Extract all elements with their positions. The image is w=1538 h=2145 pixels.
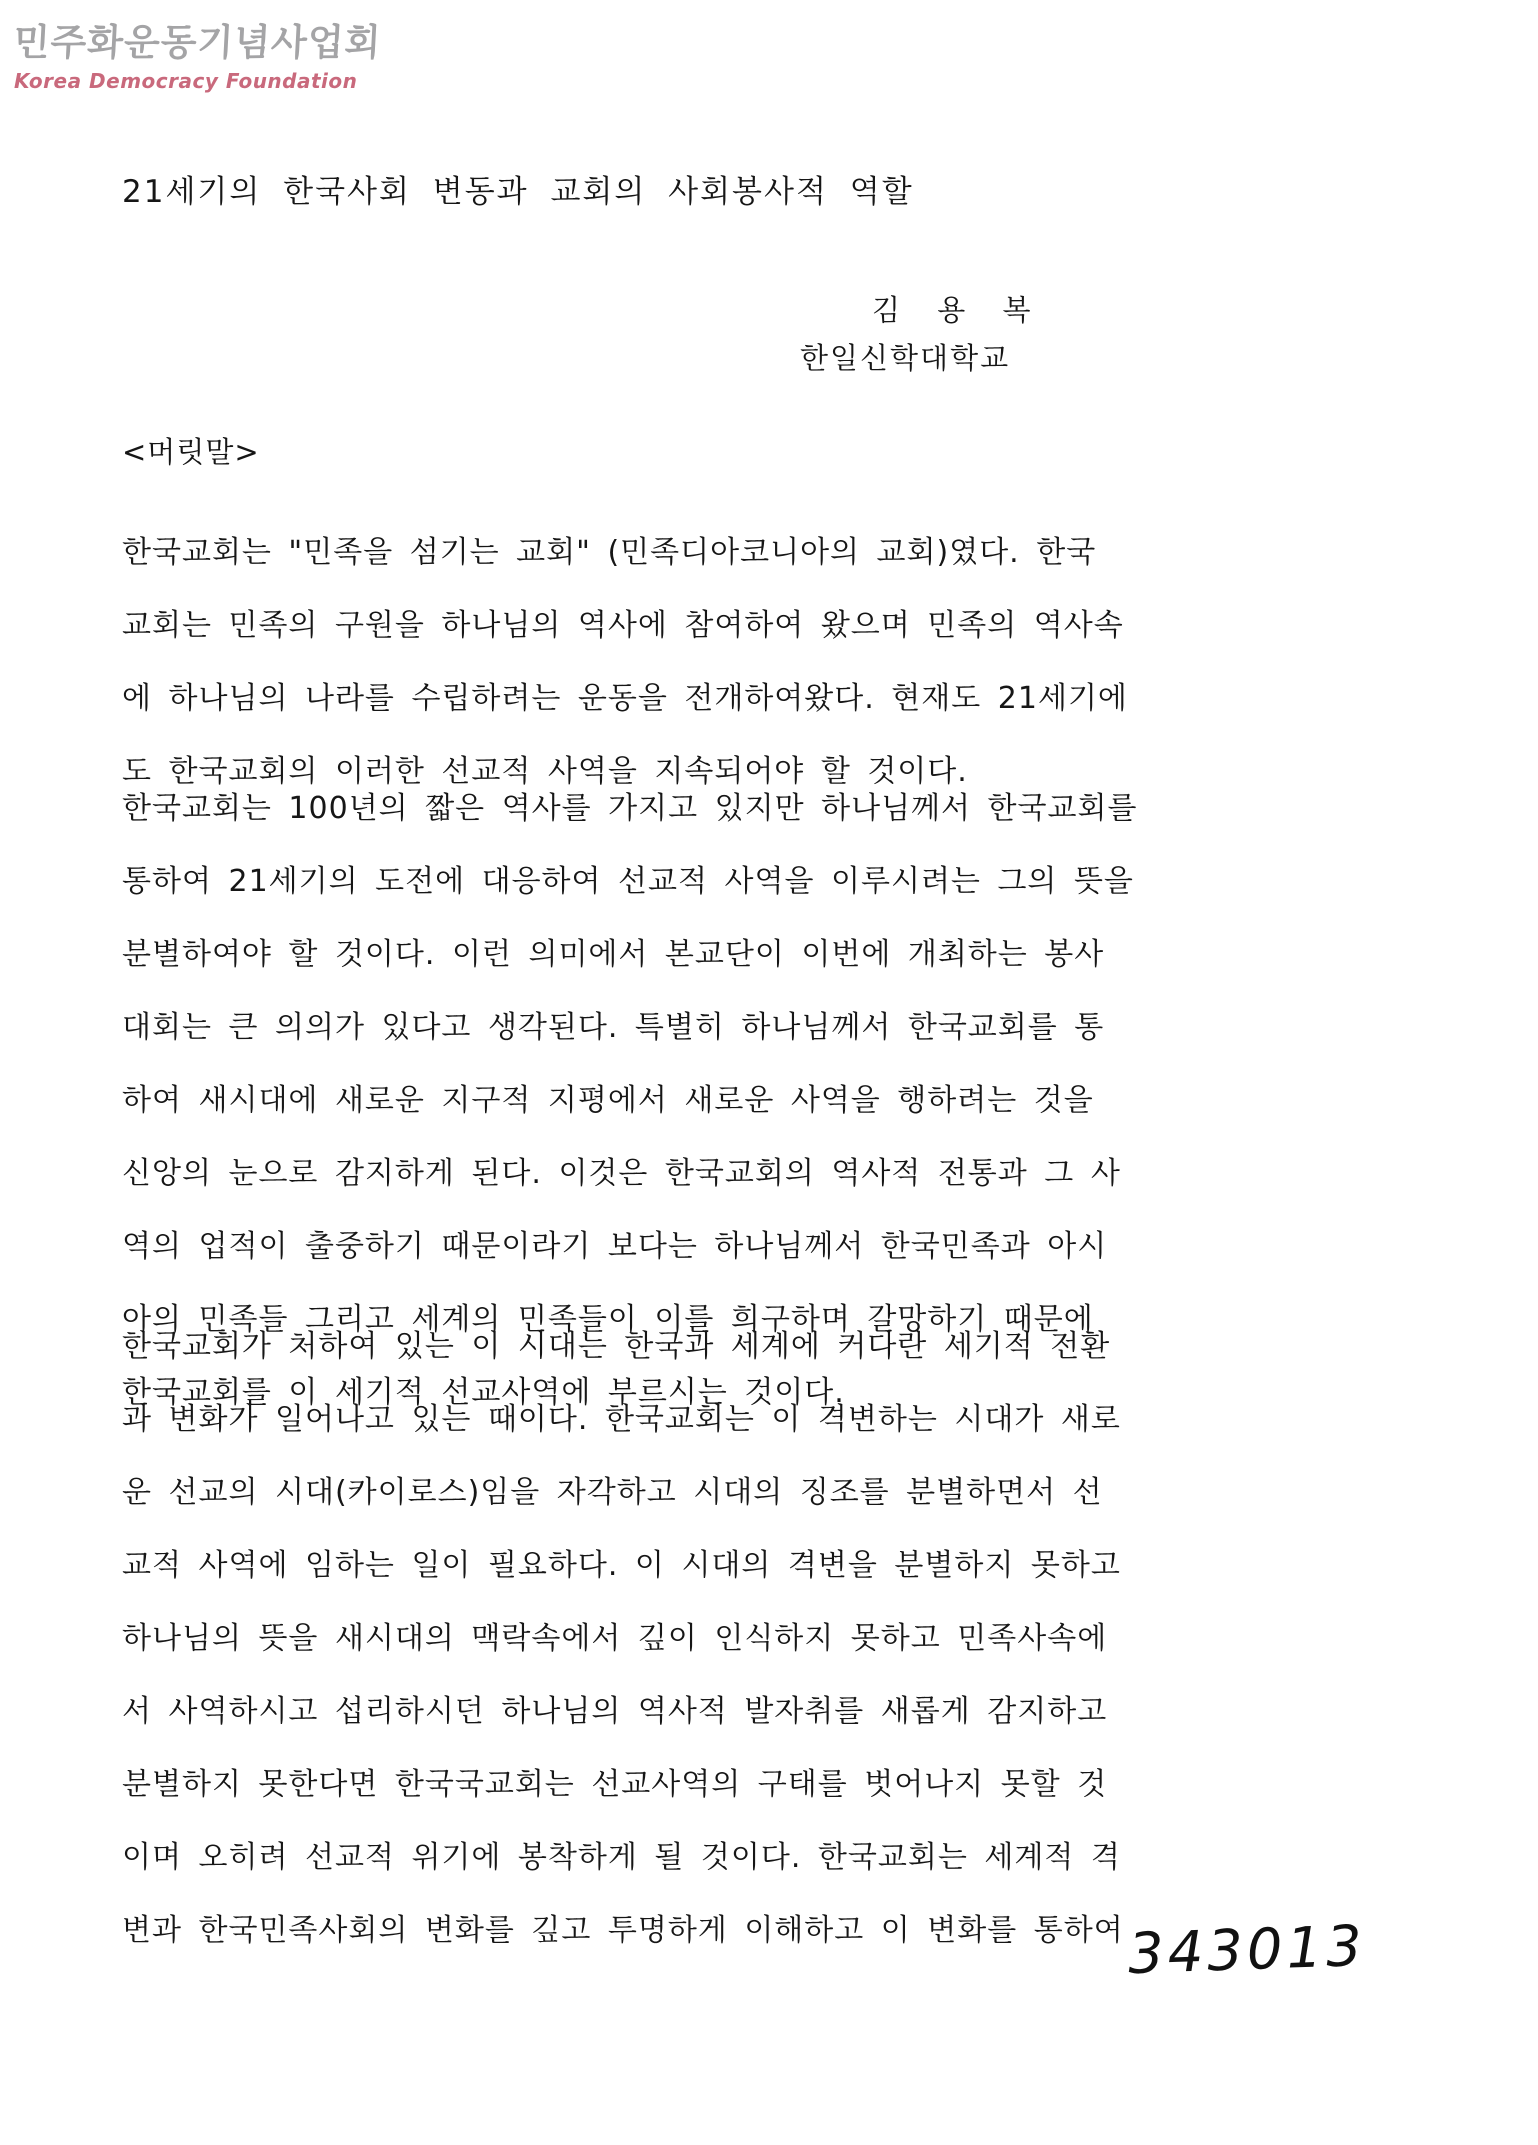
paragraph-3-line: 한국교회가 처하여 있는 이 시대는 한국과 세계에 커다란 세기적 전환 — [122, 1329, 1111, 1364]
paragraph-3-line: 운 선교의 시대(카이로스)임을 자각하고 시대의 징조를 분별하면서 선 — [122, 1475, 1103, 1510]
author-affiliation: 한일신학대학교 — [800, 341, 1011, 375]
paragraph-3-line: 변과 한국민족사회의 변화를 깊고 투명하게 이해하고 이 변화를 통하여 — [122, 1913, 1124, 1948]
korea-democracy-foundation-logo — [14, 12, 381, 93]
paragraph-2-line: 대회는 큰 의의가 있다고 생각된다. 특별히 하나님께서 한국교회를 통 — [122, 1010, 1105, 1045]
paragraph-2-line: 역의 업적이 출중하기 때문이라기 보다는 하나님께서 한국민족과 아시 — [122, 1229, 1108, 1264]
paragraph-3-line: 분별하지 못한다면 한국국교회는 선교사역의 구태를 벗어나지 못할 것 — [122, 1767, 1108, 1802]
paragraph-2-line: 분별하여야 할 것이다. 이런 의미에서 본교단이 이번에 개최하는 봉사 — [122, 937, 1105, 972]
paragraph-2-line: 신앙의 눈으로 감지하게 된다. 이것은 한국교회의 역사적 전통과 그 사 — [122, 1156, 1121, 1191]
paragraph-2-line: 한국교회를 이 세기적 선교사역에 부르시는 것이다. — [122, 1375, 845, 1410]
paragraph-2-line: 아의 민족들 그리고 세계의 민족들이 이를 희구하며 갈망하기 때문에 — [122, 1302, 1094, 1337]
paragraph-2-line: 하여 새시대에 새로운 지구적 지평에서 새로운 사역을 행하려는 것을 — [122, 1083, 1094, 1118]
paragraph-2-line: 통하여 21세기의 도전에 대응하여 선교적 사역을 이루시려는 그의 뜻을 — [122, 864, 1134, 899]
paragraph-1 — [122, 516, 1422, 808]
handwritten-page-number: 343013 — [1126, 1913, 1367, 1988]
paragraph-1-line: 에 하나님의 나라를 수립하려는 운동을 전개하여왔다. 현재도 21세기에 — [122, 681, 1128, 716]
paragraph-1-line: 교회는 민족의 구원을 하나님의 역사에 참여하여 왔으며 민족의 역사속 — [122, 608, 1124, 643]
logo-korean-text: 민주화운동기념사업회 — [12, 21, 383, 64]
paragraph-3-line: 이며 오히려 선교적 위기에 봉착하게 될 것이다. 한국교회는 세계적 격 — [122, 1840, 1121, 1875]
paragraph-1-line: 도 한국교회의 이러한 선교적 사역을 지속되어야 할 것이다. — [122, 754, 968, 789]
paragraph-3 — [122, 1310, 1422, 1967]
paragraph-3-line: 과 변화가 일어나고 있는 때이다. 한국교회는 이 격변하는 시대가 새로 — [122, 1402, 1121, 1437]
paragraph-3-line: 서 사역하시고 섭리하시던 하나님의 역사적 발자취를 새롭게 감지하고 — [122, 1694, 1108, 1729]
paragraph-2-line: 한국교회는 100년의 짧은 역사를 가지고 있지만 하나님께서 한국교회를 — [122, 791, 1138, 826]
logo-english-text: Korea Democracy Foundation — [14, 69, 358, 93]
document-title: 21세기의 한국사회 변동과 교회의 사회봉사적 역할 — [122, 174, 914, 210]
author-name: 김 용 복 — [872, 293, 1045, 327]
paragraph-3-line: 교적 사역에 임하는 일이 필요하다. 이 시대의 격변을 분별하지 못하고 — [122, 1548, 1121, 1583]
section-heading-preface: <머릿말> — [122, 435, 260, 469]
paragraph-3-line: 하나님의 뜻을 새시대의 맥락속에서 깊이 인식하지 못하고 민족사속에 — [122, 1621, 1108, 1656]
paragraph-1-line: 한국교회는 "민족을 섬기는 교회" (민족디아코니아의 교회)였다. 한국 — [122, 535, 1097, 570]
